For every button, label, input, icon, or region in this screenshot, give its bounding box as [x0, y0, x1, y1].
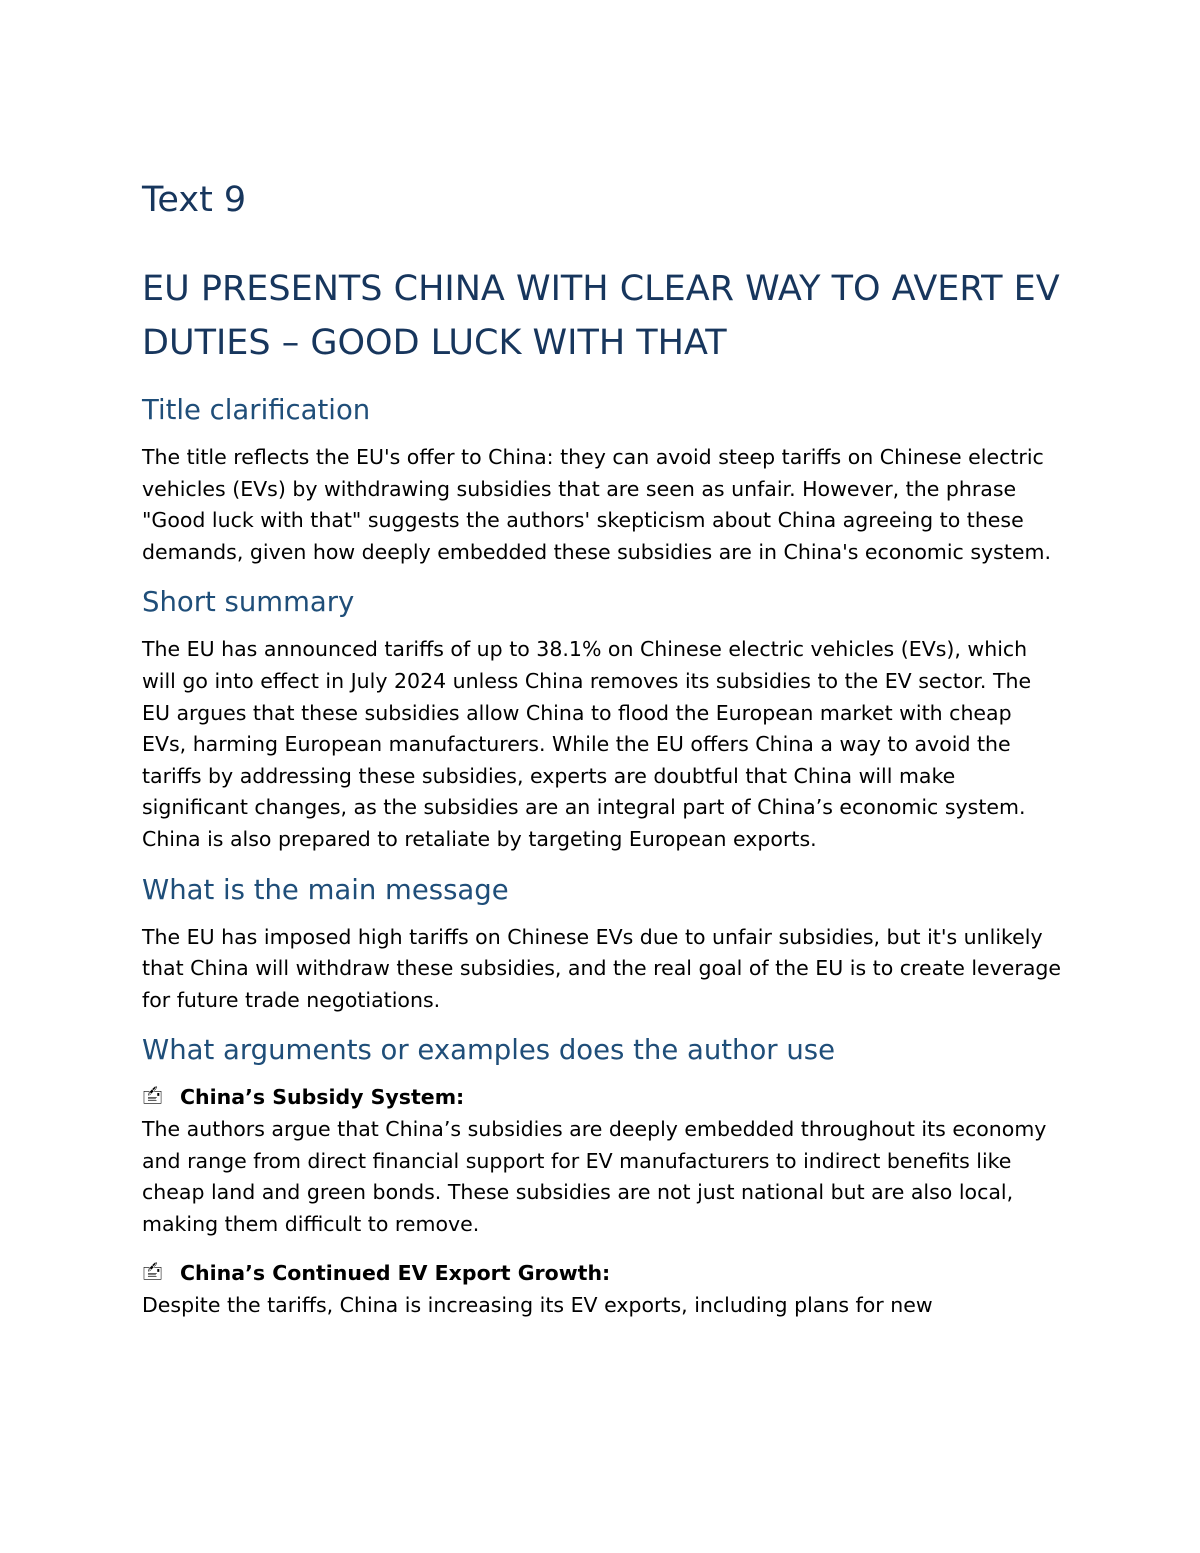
argument-text: The authors argue that China’s subsidies are deeply embedded throughout its economy and range from direct financial support for EV manufacturers to indirect benefits like cheap land and green bonds. These subsidies are not just national but are also local, making them difficult to remove. [142, 1116, 1047, 1236]
argument-title: China’s Subsidy System: [180, 1085, 465, 1110]
section-paragraph: The EU has imposed high tariffs on Chinese EVs due to unfair subsidies, but it's unlikely that China will withdraw these subsidies, and the real goal of the EU is to create leverage for future trade negotiations. [142, 924, 1062, 1012]
document-page [142, 178, 1062, 1339]
section-heading: Title clarification [142, 394, 371, 426]
document-label: Text 9 [142, 180, 247, 220]
section-title-clarification [142, 392, 1062, 568]
section-heading: Short summary [142, 586, 355, 619]
document-title: EU PRESENTS CHINA WITH CLEAR WAY TO AVERT EV DUTIES – GOOD LUCK WITH THAT [142, 269, 1060, 363]
section-arguments [142, 1032, 1062, 1321]
argument-text: Despite the tariffs, China is increasing its EV exports, including plans for new [142, 1292, 933, 1317]
section-heading: What is the main message [142, 873, 509, 906]
section-heading: What arguments or examples does the author use [142, 1034, 836, 1067]
section-main-message [142, 872, 1062, 1017]
argument-item [142, 1258, 1062, 1321]
argument-item [142, 1082, 1062, 1240]
argument-title: China’s Continued EV Export Growth: [180, 1261, 611, 1286]
writing-hand-icon: 🖆 [142, 1087, 164, 1109]
section-paragraph: The title reflects the EU's offer to China: they can avoid steep tariffs on Chinese electric vehicles (EVs) by withdrawing subsidies that are seen as unfair. However, the phrase "Good luck with that" suggests the authors' skepticism about China agreeing to these demands, given how deeply embedded these subsidies are in China's economic system. [142, 445, 1051, 564]
section-paragraph: The EU has announced tariffs of up to 38.1% on Chinese electric vehicles (EVs), which will go into effect in July 2024 unless China removes its subsidies to the EV sector. The EU argues that these subsidies allow China to flood the European market with cheap EVs, harming European manufacturers. While the EU offers China a way to avoid the tariffs by addressing these subsidies, experts are doubtful that China will make significant changes, as the subsidies are an integral part of China’s economic system. China is also prepared to retaliate by targeting European exports. [142, 637, 1032, 851]
section-short-summary [142, 584, 1062, 855]
writing-hand-icon: 🖆 [142, 1263, 164, 1285]
